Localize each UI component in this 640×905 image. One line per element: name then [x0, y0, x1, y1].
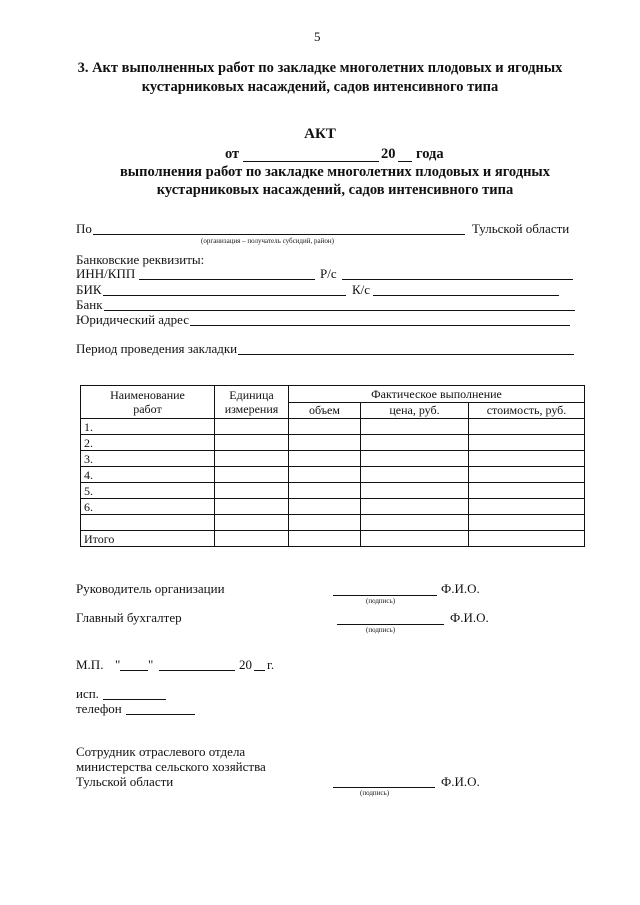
period-label: Период проведения закладки: [76, 341, 238, 356]
section-heading-line1: 3. Акт выполненных работ по закладке многолетних плодовых и ягодных: [77, 60, 563, 76]
table-cell[interactable]: [289, 435, 361, 451]
employee-signature-blank[interactable]: [333, 787, 435, 788]
employee-fio: Ф.И.О.: [441, 774, 480, 789]
total-label: Итого: [81, 531, 215, 547]
table-row: [81, 467, 585, 483]
stamp-year-suffix: г.: [267, 657, 275, 672]
stamp-year-prefix: 20: [239, 657, 252, 672]
table-cell[interactable]: [215, 419, 289, 435]
table-cell[interactable]: [215, 467, 289, 483]
table-cell[interactable]: [215, 515, 289, 531]
ks-label: К/с: [352, 282, 371, 297]
phone-label: телефон: [76, 701, 122, 716]
executor-blank[interactable]: [103, 699, 166, 700]
table-cell[interactable]: [361, 531, 469, 547]
employee-line1: Сотрудник отраслевого отдела: [76, 744, 246, 759]
stamp-year-blank[interactable]: [254, 670, 265, 671]
act-date-from: от: [225, 146, 240, 162]
table-total-row: [81, 531, 585, 547]
col-header-cost: стоимость, руб.: [469, 402, 585, 419]
table-cell[interactable]: [469, 531, 585, 547]
legal-address-label: Юридический адрес: [76, 312, 190, 327]
employee-sign-hint: (подпись): [360, 789, 390, 797]
accountant-signature-blank[interactable]: [337, 624, 444, 625]
recipient-blank[interactable]: [93, 234, 465, 235]
table-cell[interactable]: [361, 467, 469, 483]
accountant-label: Главный бухгалтер: [76, 610, 182, 625]
table-cell[interactable]: [289, 467, 361, 483]
table-cell[interactable]: [289, 499, 361, 515]
table-cell[interactable]: [361, 435, 469, 451]
table-cell[interactable]: [361, 451, 469, 467]
table-cell[interactable]: [215, 483, 289, 499]
recipient-region: Тульской области: [472, 221, 570, 236]
stamp-label: М.П.: [76, 657, 104, 672]
row-number: [81, 515, 215, 531]
rs-blank[interactable]: [342, 279, 573, 280]
table-cell[interactable]: [215, 531, 289, 547]
ks-blank[interactable]: [373, 295, 559, 296]
act-date-year-blank[interactable]: [398, 161, 412, 162]
table-cell[interactable]: [289, 483, 361, 499]
recipient-hint: (организация – получатель субсидий, район): [201, 237, 334, 245]
works-table: [80, 385, 585, 547]
table-row: [81, 499, 585, 515]
act-subtitle-line1: выполнения работ по закладке многолетних плодовых и ягодных: [119, 164, 551, 180]
act-date-blank[interactable]: [243, 161, 379, 162]
act-date-year-prefix: 20: [381, 146, 396, 162]
row-number: 2.: [81, 435, 215, 451]
table-cell[interactable]: [469, 451, 585, 467]
employee-line3: Тульской области: [76, 774, 174, 789]
page-number: 5: [314, 29, 321, 44]
accountant-sign-hint: (подпись): [366, 626, 396, 634]
accountant-fio: Ф.И.О.: [450, 610, 489, 625]
inn-kpp-blank[interactable]: [139, 279, 315, 280]
table-cell[interactable]: [469, 499, 585, 515]
table-cell[interactable]: [289, 451, 361, 467]
executor-label: исп.: [76, 686, 99, 701]
act-subtitle-line2: кустарниковых насаждений, садов интенсивного типа: [156, 182, 514, 198]
table-cell[interactable]: [361, 419, 469, 435]
inn-kpp-label: ИНН/КПП: [76, 266, 136, 281]
legal-address-blank[interactable]: [190, 325, 570, 326]
row-number: 3.: [81, 451, 215, 467]
head-fio: Ф.И.О.: [441, 581, 480, 596]
table-row: [81, 419, 585, 435]
table-cell[interactable]: [361, 483, 469, 499]
phone-blank[interactable]: [126, 714, 195, 715]
table-cell[interactable]: [361, 515, 469, 531]
head-sign-hint: (подпись): [366, 597, 396, 605]
act-date-suffix: года: [416, 146, 444, 162]
period-blank[interactable]: [238, 354, 574, 355]
col-header-unit: Единица измерения: [215, 386, 289, 419]
table-row: [81, 515, 585, 531]
bank-heading: Банковские реквизиты:: [76, 252, 205, 267]
bank-blank[interactable]: [104, 310, 575, 311]
employee-line2: министерства сельского хозяйства: [76, 759, 266, 774]
table-cell[interactable]: [215, 499, 289, 515]
table-row: [81, 435, 585, 451]
recipient-label: По: [76, 221, 92, 236]
day-blank[interactable]: [120, 670, 148, 671]
col-header-price: цена, руб.: [361, 402, 469, 419]
table-cell[interactable]: [289, 515, 361, 531]
rs-label: Р/с: [320, 266, 337, 281]
col-header-volume: объем: [289, 402, 361, 419]
table-cell[interactable]: [469, 435, 585, 451]
bik-blank[interactable]: [103, 295, 346, 296]
quote-open: ": [115, 657, 121, 672]
quote-close: ": [148, 657, 154, 672]
col-header-name: Наименование работ: [81, 386, 215, 419]
table-cell[interactable]: [469, 467, 585, 483]
table-cell[interactable]: [215, 451, 289, 467]
row-number: 6.: [81, 499, 215, 515]
table-row: [81, 483, 585, 499]
table-cell[interactable]: [469, 483, 585, 499]
act-title: АКТ: [304, 126, 336, 142]
table-row: [81, 451, 585, 467]
head-label: Руководитель организации: [76, 581, 225, 596]
row-number: 5.: [81, 483, 215, 499]
table-cell[interactable]: [289, 531, 361, 547]
col-header-actual: Фактическое выполнение: [289, 386, 585, 403]
table-cell[interactable]: [289, 419, 361, 435]
row-number: 4.: [81, 467, 215, 483]
table-cell[interactable]: [361, 499, 469, 515]
table-cell[interactable]: [469, 419, 585, 435]
section-heading-line2: кустарниковых насаждений, садов интенсивного типа: [141, 79, 499, 95]
bank-label: Банк: [76, 297, 103, 312]
month-blank[interactable]: [159, 670, 235, 671]
table-cell[interactable]: [469, 515, 585, 531]
table-cell[interactable]: [215, 435, 289, 451]
head-signature-blank[interactable]: [333, 595, 437, 596]
bik-label: БИК: [76, 282, 102, 297]
row-number: 1.: [81, 419, 215, 435]
